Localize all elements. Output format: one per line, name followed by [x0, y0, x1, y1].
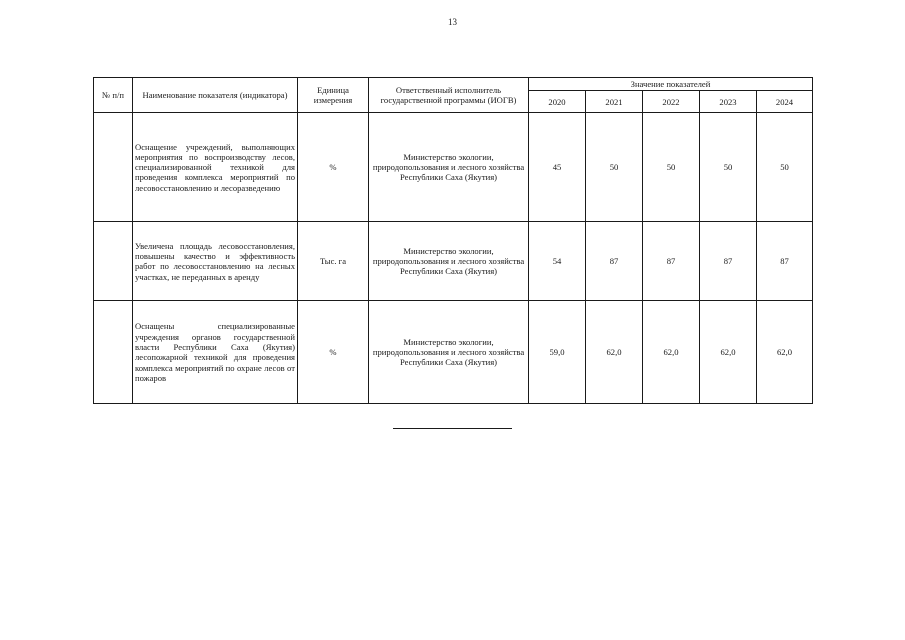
header-year: 2024	[757, 91, 813, 113]
header-executor: Ответственный исполнитель государственной программы (ИОГВ)	[369, 78, 529, 113]
indicator-value: 45	[529, 113, 586, 222]
indicator-value: 50	[700, 113, 757, 222]
header-year: 2021	[586, 91, 643, 113]
indicator-value: 62,0	[586, 301, 643, 404]
row-num	[94, 113, 133, 222]
indicator-value: 62,0	[757, 301, 813, 404]
indicator-value: 50	[586, 113, 643, 222]
indicator-value: 87	[643, 222, 700, 301]
indicator-unit: %	[298, 113, 369, 222]
indicator-name: Оснащение учреждений, выполняющих мероприятия по воспроизводству лесов, специализированной техникой для проведения комплекса мероприятий по лесовосстановлению и лесоразведению	[133, 113, 298, 222]
indicator-name: Оснащены специализированные учреждения органов государственной власти Республики Саха (Якутия) лесопожарной техникой для проведения комплекса мероприятий по охране лесов от пожаров	[133, 301, 298, 404]
indicator-name: Увеличена площадь лесовосстановления, повышены качество и эффективность работ по лесовосстановлению на лесных участках, не переданных в аренду	[133, 222, 298, 301]
indicator-executor: Министерство экологии, природопользования и лесного хозяйства Республики Саха (Якутия)	[369, 222, 529, 301]
row-num	[94, 222, 133, 301]
indicator-value: 87	[757, 222, 813, 301]
header-values-group: Значение показателей	[529, 78, 813, 91]
indicator-executor: Министерство экологии, природопользования и лесного хозяйства Республики Саха (Якутия)	[369, 113, 529, 222]
indicator-value: 87	[700, 222, 757, 301]
page-number: 13	[448, 17, 457, 27]
table-row	[94, 113, 813, 222]
row-num	[94, 301, 133, 404]
header-year: 2020	[529, 91, 586, 113]
indicator-value: 87	[586, 222, 643, 301]
header-unit: Единица измерения	[298, 78, 369, 113]
header-year: 2022	[643, 91, 700, 113]
indicator-value: 59,0	[529, 301, 586, 404]
indicator-value: 50	[757, 113, 813, 222]
table-row	[94, 301, 813, 404]
indicator-value: 54	[529, 222, 586, 301]
indicators-table	[93, 77, 813, 404]
header-row-top	[94, 78, 813, 91]
header-year: 2023	[700, 91, 757, 113]
indicator-unit: %	[298, 301, 369, 404]
end-separator-line	[393, 428, 512, 429]
header-name: Наименование показателя (индикатора)	[133, 78, 298, 113]
indicator-value: 62,0	[700, 301, 757, 404]
table-row	[94, 222, 813, 301]
indicator-unit: Тыс. га	[298, 222, 369, 301]
indicator-value: 50	[643, 113, 700, 222]
indicator-executor: Министерство экологии, природопользования и лесного хозяйства Республики Саха (Якутия)	[369, 301, 529, 404]
header-num: № п/п	[94, 78, 133, 113]
indicator-value: 62,0	[643, 301, 700, 404]
